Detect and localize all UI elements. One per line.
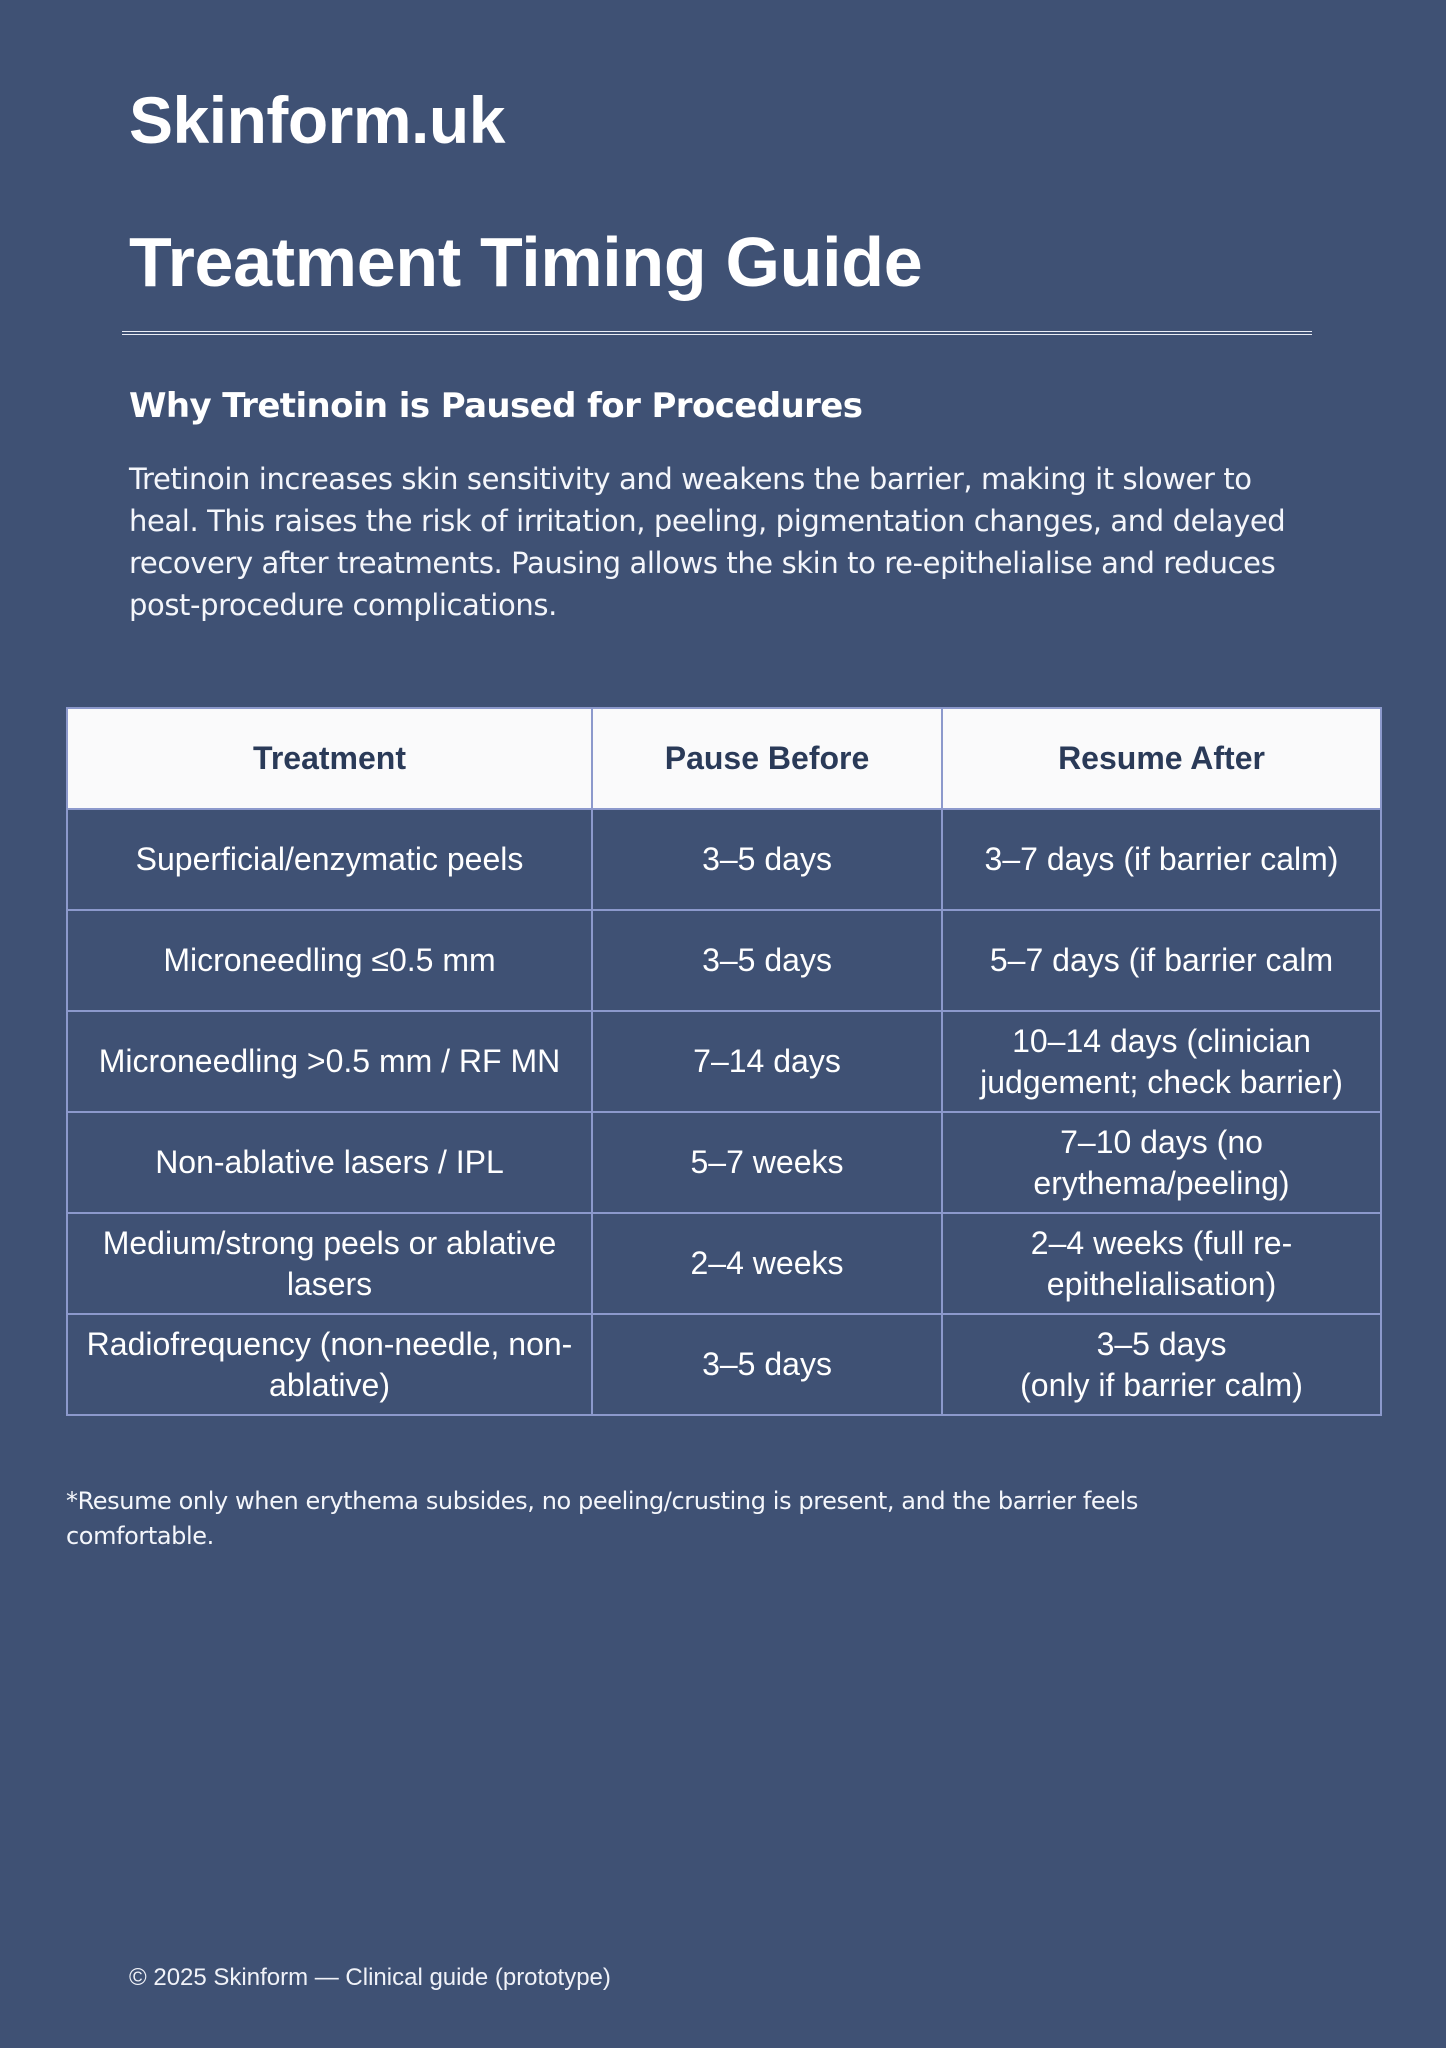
page-title: Treatment Timing Guide (129, 223, 923, 301)
column-header-resume-after: Resume After (942, 708, 1381, 809)
treatment-cell: Radiofrequency (non-needle, non-ablative) (67, 1314, 592, 1415)
pause-before-cell: 5–7 weeks (592, 1112, 942, 1213)
treatment-cell: Microneedling ≤0.5 mm (67, 910, 592, 1011)
resume-after-cell: 7–10 days (no erythema/peeling) (942, 1112, 1381, 1213)
table-header-row (67, 708, 1381, 809)
resume-after-cell: 3–5 days (only if barrier calm) (942, 1314, 1381, 1415)
treatment-cell: Non-ablative lasers / IPL (67, 1112, 592, 1213)
resume-after-cell: 2–4 weeks (full re-epithelialisation) (942, 1213, 1381, 1314)
resume-after-cell: 10–14 days (clinician judgement; check barrier) (942, 1011, 1381, 1112)
table-row (67, 1011, 1381, 1112)
section-heading: Why Tretinoin is Paused for Procedures (129, 386, 863, 426)
table-row (67, 1213, 1381, 1314)
pause-before-cell: 3–5 days (592, 809, 942, 910)
table-row (67, 809, 1381, 910)
treatment-cell: Medium/strong peels or ablative lasers (67, 1213, 592, 1314)
resume-after-cell: 3–7 days (if barrier calm) (942, 809, 1381, 910)
intro-paragraph: Tretinoin increases skin sensitivity and weakens the barrier, making it slower to heal. This raises the risk of irritation, peeling, pigmentation changes, and delayed recovery after treatments. Pausing allows the skin to re-epithelialise and reduces post-procedure complications. (129, 462, 1286, 622)
pause-before-cell: 3–5 days (592, 910, 942, 1011)
footnote: *Resume only when erythema subsides, no peeling/crusting is present, and the barrier feels comfortable. (66, 1487, 1139, 1550)
pause-before-cell: 2–4 weeks (592, 1213, 942, 1314)
table-row (67, 1314, 1381, 1415)
treatment-cell: Superficial/enzymatic peels (67, 809, 592, 910)
pause-before-cell: 7–14 days (592, 1011, 942, 1112)
copyright-footer: © 2025 Skinform — Clinical guide (prototype) (129, 1964, 611, 1991)
table-row (67, 1112, 1381, 1213)
treatment-cell: Microneedling >0.5 mm / RF MN (67, 1011, 592, 1112)
column-header-pause-before: Pause Before (592, 708, 942, 809)
pause-before-cell: 3–5 days (592, 1314, 942, 1415)
brand-name: Skinform.uk (129, 83, 505, 157)
column-header-treatment: Treatment (67, 708, 592, 809)
treatment-timing-table (66, 707, 1382, 1416)
table-row (67, 910, 1381, 1011)
title-divider (122, 331, 1312, 335)
resume-after-cell: 5–7 days (if barrier calm (942, 910, 1381, 1011)
